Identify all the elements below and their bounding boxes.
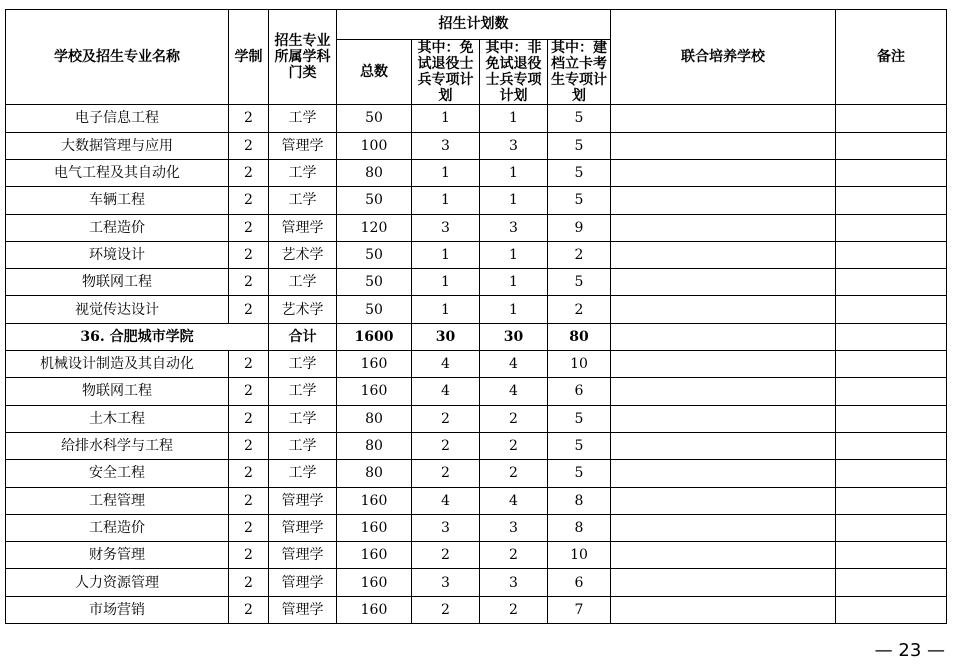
- plan3-cell: 10: [548, 542, 611, 569]
- school-total: 1600: [337, 323, 412, 350]
- partner-cell: [611, 214, 836, 241]
- plan2-cell: 4: [480, 351, 548, 378]
- plan2-cell: 2: [480, 596, 548, 623]
- total-cell: 80: [337, 405, 412, 432]
- plan2-cell: 3: [480, 514, 548, 541]
- note-cell: [836, 514, 947, 541]
- total-cell: 50: [337, 241, 412, 268]
- major-name: 财务管理: [6, 542, 229, 569]
- plan2-cell: 2: [480, 405, 548, 432]
- note-cell: [836, 460, 947, 487]
- total-cell: 160: [337, 487, 412, 514]
- total-cell: 80: [337, 460, 412, 487]
- partner-cell: [611, 241, 836, 268]
- plan2-cell: 2: [480, 460, 548, 487]
- table-row: [6, 460, 947, 487]
- plan2-cell: 4: [480, 378, 548, 405]
- col-header-category: 招生专业所属学科门类: [269, 10, 337, 105]
- plan3-cell: 6: [548, 378, 611, 405]
- col-header-plan: 招生计划数: [337, 10, 611, 40]
- years-cell: 2: [229, 105, 269, 132]
- plan3-cell: 5: [548, 187, 611, 214]
- partner-cell: [611, 105, 836, 132]
- total-cell: 80: [337, 432, 412, 459]
- category-cell: 工学: [269, 269, 337, 296]
- plan1-cell: 3: [412, 569, 480, 596]
- note-cell: [836, 351, 947, 378]
- major-name: 工程造价: [6, 514, 229, 541]
- plan1-cell: 4: [412, 378, 480, 405]
- plan3-cell: 5: [548, 405, 611, 432]
- table-row: [6, 378, 947, 405]
- plan2-cell: 1: [480, 159, 548, 186]
- major-name: 工程管理: [6, 487, 229, 514]
- note-cell: [836, 241, 947, 268]
- table-row: [6, 132, 947, 159]
- years-cell: 2: [229, 214, 269, 241]
- plan2-cell: 1: [480, 296, 548, 323]
- category-cell: 工学: [269, 378, 337, 405]
- plan3-cell: 5: [548, 432, 611, 459]
- years-cell: 2: [229, 378, 269, 405]
- major-name: 环境设计: [6, 241, 229, 268]
- plan3-cell: 2: [548, 296, 611, 323]
- years-cell: 2: [229, 241, 269, 268]
- plan1-cell: 2: [412, 432, 480, 459]
- partner-cell: [611, 596, 836, 623]
- enrollment-plan-table: [5, 9, 947, 624]
- plan3-cell: 7: [548, 596, 611, 623]
- table-row: [6, 105, 947, 132]
- note-cell: [836, 187, 947, 214]
- plan3-cell: 5: [548, 460, 611, 487]
- category-cell: 工学: [269, 460, 337, 487]
- plan1-cell: 1: [412, 296, 480, 323]
- page-number: — 23 —: [874, 640, 945, 661]
- category-cell: 管理学: [269, 214, 337, 241]
- plan3-cell: 10: [548, 351, 611, 378]
- category-cell: 管理学: [269, 487, 337, 514]
- partner-cell: [611, 323, 836, 350]
- total-cell: 160: [337, 351, 412, 378]
- note-cell: [836, 596, 947, 623]
- school-plan1: 30: [412, 323, 480, 350]
- note-cell: [836, 569, 947, 596]
- category-cell: 工学: [269, 432, 337, 459]
- table-row: [6, 405, 947, 432]
- plan2-cell: 2: [480, 432, 548, 459]
- note-cell: [836, 405, 947, 432]
- plan3-cell: 6: [548, 569, 611, 596]
- note-cell: [836, 269, 947, 296]
- table-row: [6, 542, 947, 569]
- col-header-partner: 联合培养学校: [611, 10, 836, 105]
- major-name: 土木工程: [6, 405, 229, 432]
- total-cell: 160: [337, 378, 412, 405]
- total-cell: 50: [337, 296, 412, 323]
- major-name: 给排水科学与工程: [6, 432, 229, 459]
- plan1-cell: 4: [412, 487, 480, 514]
- major-name: 人力资源管理: [6, 569, 229, 596]
- plan2-cell: 3: [480, 132, 548, 159]
- years-cell: 2: [229, 351, 269, 378]
- plan2-cell: 1: [480, 269, 548, 296]
- major-name: 物联网工程: [6, 378, 229, 405]
- total-cell: 50: [337, 187, 412, 214]
- plan2-cell: 1: [480, 187, 548, 214]
- table-row: [6, 187, 947, 214]
- major-name: 安全工程: [6, 460, 229, 487]
- years-cell: 2: [229, 460, 269, 487]
- years-cell: 2: [229, 432, 269, 459]
- col-header-sub3: 其中：建档立卡考生专项计划: [548, 40, 611, 105]
- total-label: 合计: [269, 323, 337, 350]
- table-row: [6, 432, 947, 459]
- plan1-cell: 3: [412, 514, 480, 541]
- school-plan2: 30: [480, 323, 548, 350]
- plan1-cell: 3: [412, 132, 480, 159]
- major-name: 机械设计制造及其自动化: [6, 351, 229, 378]
- note-cell: [836, 296, 947, 323]
- note-cell: [836, 214, 947, 241]
- header-row-1: [6, 10, 947, 40]
- years-cell: 2: [229, 132, 269, 159]
- plan1-cell: 1: [412, 241, 480, 268]
- plan2-cell: 3: [480, 569, 548, 596]
- plan1-cell: 4: [412, 351, 480, 378]
- table-row: [6, 514, 947, 541]
- school-total-row: [6, 323, 947, 350]
- table-body: [6, 105, 947, 624]
- years-cell: 2: [229, 405, 269, 432]
- plan1-cell: 1: [412, 159, 480, 186]
- plan2-cell: 1: [480, 241, 548, 268]
- category-cell: 艺术学: [269, 241, 337, 268]
- major-name: 大数据管理与应用: [6, 132, 229, 159]
- major-name: 电子信息工程: [6, 105, 229, 132]
- plan3-cell: 8: [548, 487, 611, 514]
- total-cell: 50: [337, 269, 412, 296]
- years-cell: 2: [229, 514, 269, 541]
- table-row: [6, 159, 947, 186]
- partner-cell: [611, 460, 836, 487]
- partner-cell: [611, 132, 836, 159]
- partner-cell: [611, 351, 836, 378]
- partner-cell: [611, 432, 836, 459]
- table-row: [6, 569, 947, 596]
- partner-cell: [611, 542, 836, 569]
- years-cell: 2: [229, 187, 269, 214]
- plan2-cell: 4: [480, 487, 548, 514]
- category-cell: 工学: [269, 187, 337, 214]
- total-cell: 160: [337, 596, 412, 623]
- category-cell: 管理学: [269, 596, 337, 623]
- note-cell: [836, 323, 947, 350]
- table-row: [6, 241, 947, 268]
- plan1-cell: 2: [412, 596, 480, 623]
- note-cell: [836, 159, 947, 186]
- plan1-cell: 2: [412, 542, 480, 569]
- years-cell: 2: [229, 542, 269, 569]
- col-header-sub1: 其中：免试退役士兵专项计划: [412, 40, 480, 105]
- total-cell: 160: [337, 569, 412, 596]
- school-name: 36. 合肥城市学院: [6, 323, 269, 350]
- major-name: 电气工程及其自动化: [6, 159, 229, 186]
- plan1-cell: 2: [412, 405, 480, 432]
- table-row: [6, 296, 947, 323]
- school-plan3: 80: [548, 323, 611, 350]
- table-row: [6, 487, 947, 514]
- partner-cell: [611, 405, 836, 432]
- plan3-cell: 2: [548, 241, 611, 268]
- plan1-cell: 1: [412, 105, 480, 132]
- note-cell: [836, 105, 947, 132]
- col-header-total: 总数: [337, 40, 412, 105]
- category-cell: 艺术学: [269, 296, 337, 323]
- major-name: 工程造价: [6, 214, 229, 241]
- plan3-cell: 5: [548, 269, 611, 296]
- category-cell: 管理学: [269, 542, 337, 569]
- total-cell: 120: [337, 214, 412, 241]
- category-cell: 工学: [269, 405, 337, 432]
- note-cell: [836, 432, 947, 459]
- years-cell: 2: [229, 569, 269, 596]
- plan2-cell: 1: [480, 105, 548, 132]
- plan3-cell: 5: [548, 159, 611, 186]
- plan1-cell: 1: [412, 269, 480, 296]
- plan3-cell: 8: [548, 514, 611, 541]
- years-cell: 2: [229, 296, 269, 323]
- total-cell: 80: [337, 159, 412, 186]
- category-cell: 管理学: [269, 132, 337, 159]
- total-cell: 160: [337, 514, 412, 541]
- col-header-name: 学校及招生专业名称: [6, 10, 229, 105]
- table-row: [6, 214, 947, 241]
- total-cell: 50: [337, 105, 412, 132]
- plan3-cell: 5: [548, 132, 611, 159]
- table-row: [6, 269, 947, 296]
- partner-cell: [611, 159, 836, 186]
- plan2-cell: 3: [480, 214, 548, 241]
- major-name: 视觉传达设计: [6, 296, 229, 323]
- partner-cell: [611, 269, 836, 296]
- table-row: [6, 596, 947, 623]
- category-cell: 工学: [269, 351, 337, 378]
- plan1-cell: 1: [412, 187, 480, 214]
- years-cell: 2: [229, 269, 269, 296]
- partner-cell: [611, 187, 836, 214]
- category-cell: 管理学: [269, 514, 337, 541]
- years-cell: 2: [229, 487, 269, 514]
- major-name: 物联网工程: [6, 269, 229, 296]
- category-cell: 工学: [269, 159, 337, 186]
- partner-cell: [611, 487, 836, 514]
- major-name: 市场营销: [6, 596, 229, 623]
- major-name: 车辆工程: [6, 187, 229, 214]
- col-header-sub2: 其中：非免试退役士兵专项计划: [480, 40, 548, 105]
- plan1-cell: 2: [412, 460, 480, 487]
- note-cell: [836, 487, 947, 514]
- partner-cell: [611, 569, 836, 596]
- partner-cell: [611, 296, 836, 323]
- col-header-years: 学制: [229, 10, 269, 105]
- note-cell: [836, 132, 947, 159]
- category-cell: 管理学: [269, 569, 337, 596]
- plan1-cell: 3: [412, 214, 480, 241]
- note-cell: [836, 378, 947, 405]
- partner-cell: [611, 514, 836, 541]
- category-cell: 工学: [269, 105, 337, 132]
- plan2-cell: 2: [480, 542, 548, 569]
- partner-cell: [611, 378, 836, 405]
- total-cell: 160: [337, 542, 412, 569]
- note-cell: [836, 542, 947, 569]
- col-header-note: 备注: [836, 10, 947, 105]
- plan3-cell: 5: [548, 105, 611, 132]
- years-cell: 2: [229, 596, 269, 623]
- total-cell: 100: [337, 132, 412, 159]
- plan3-cell: 9: [548, 214, 611, 241]
- years-cell: 2: [229, 159, 269, 186]
- table-row: [6, 351, 947, 378]
